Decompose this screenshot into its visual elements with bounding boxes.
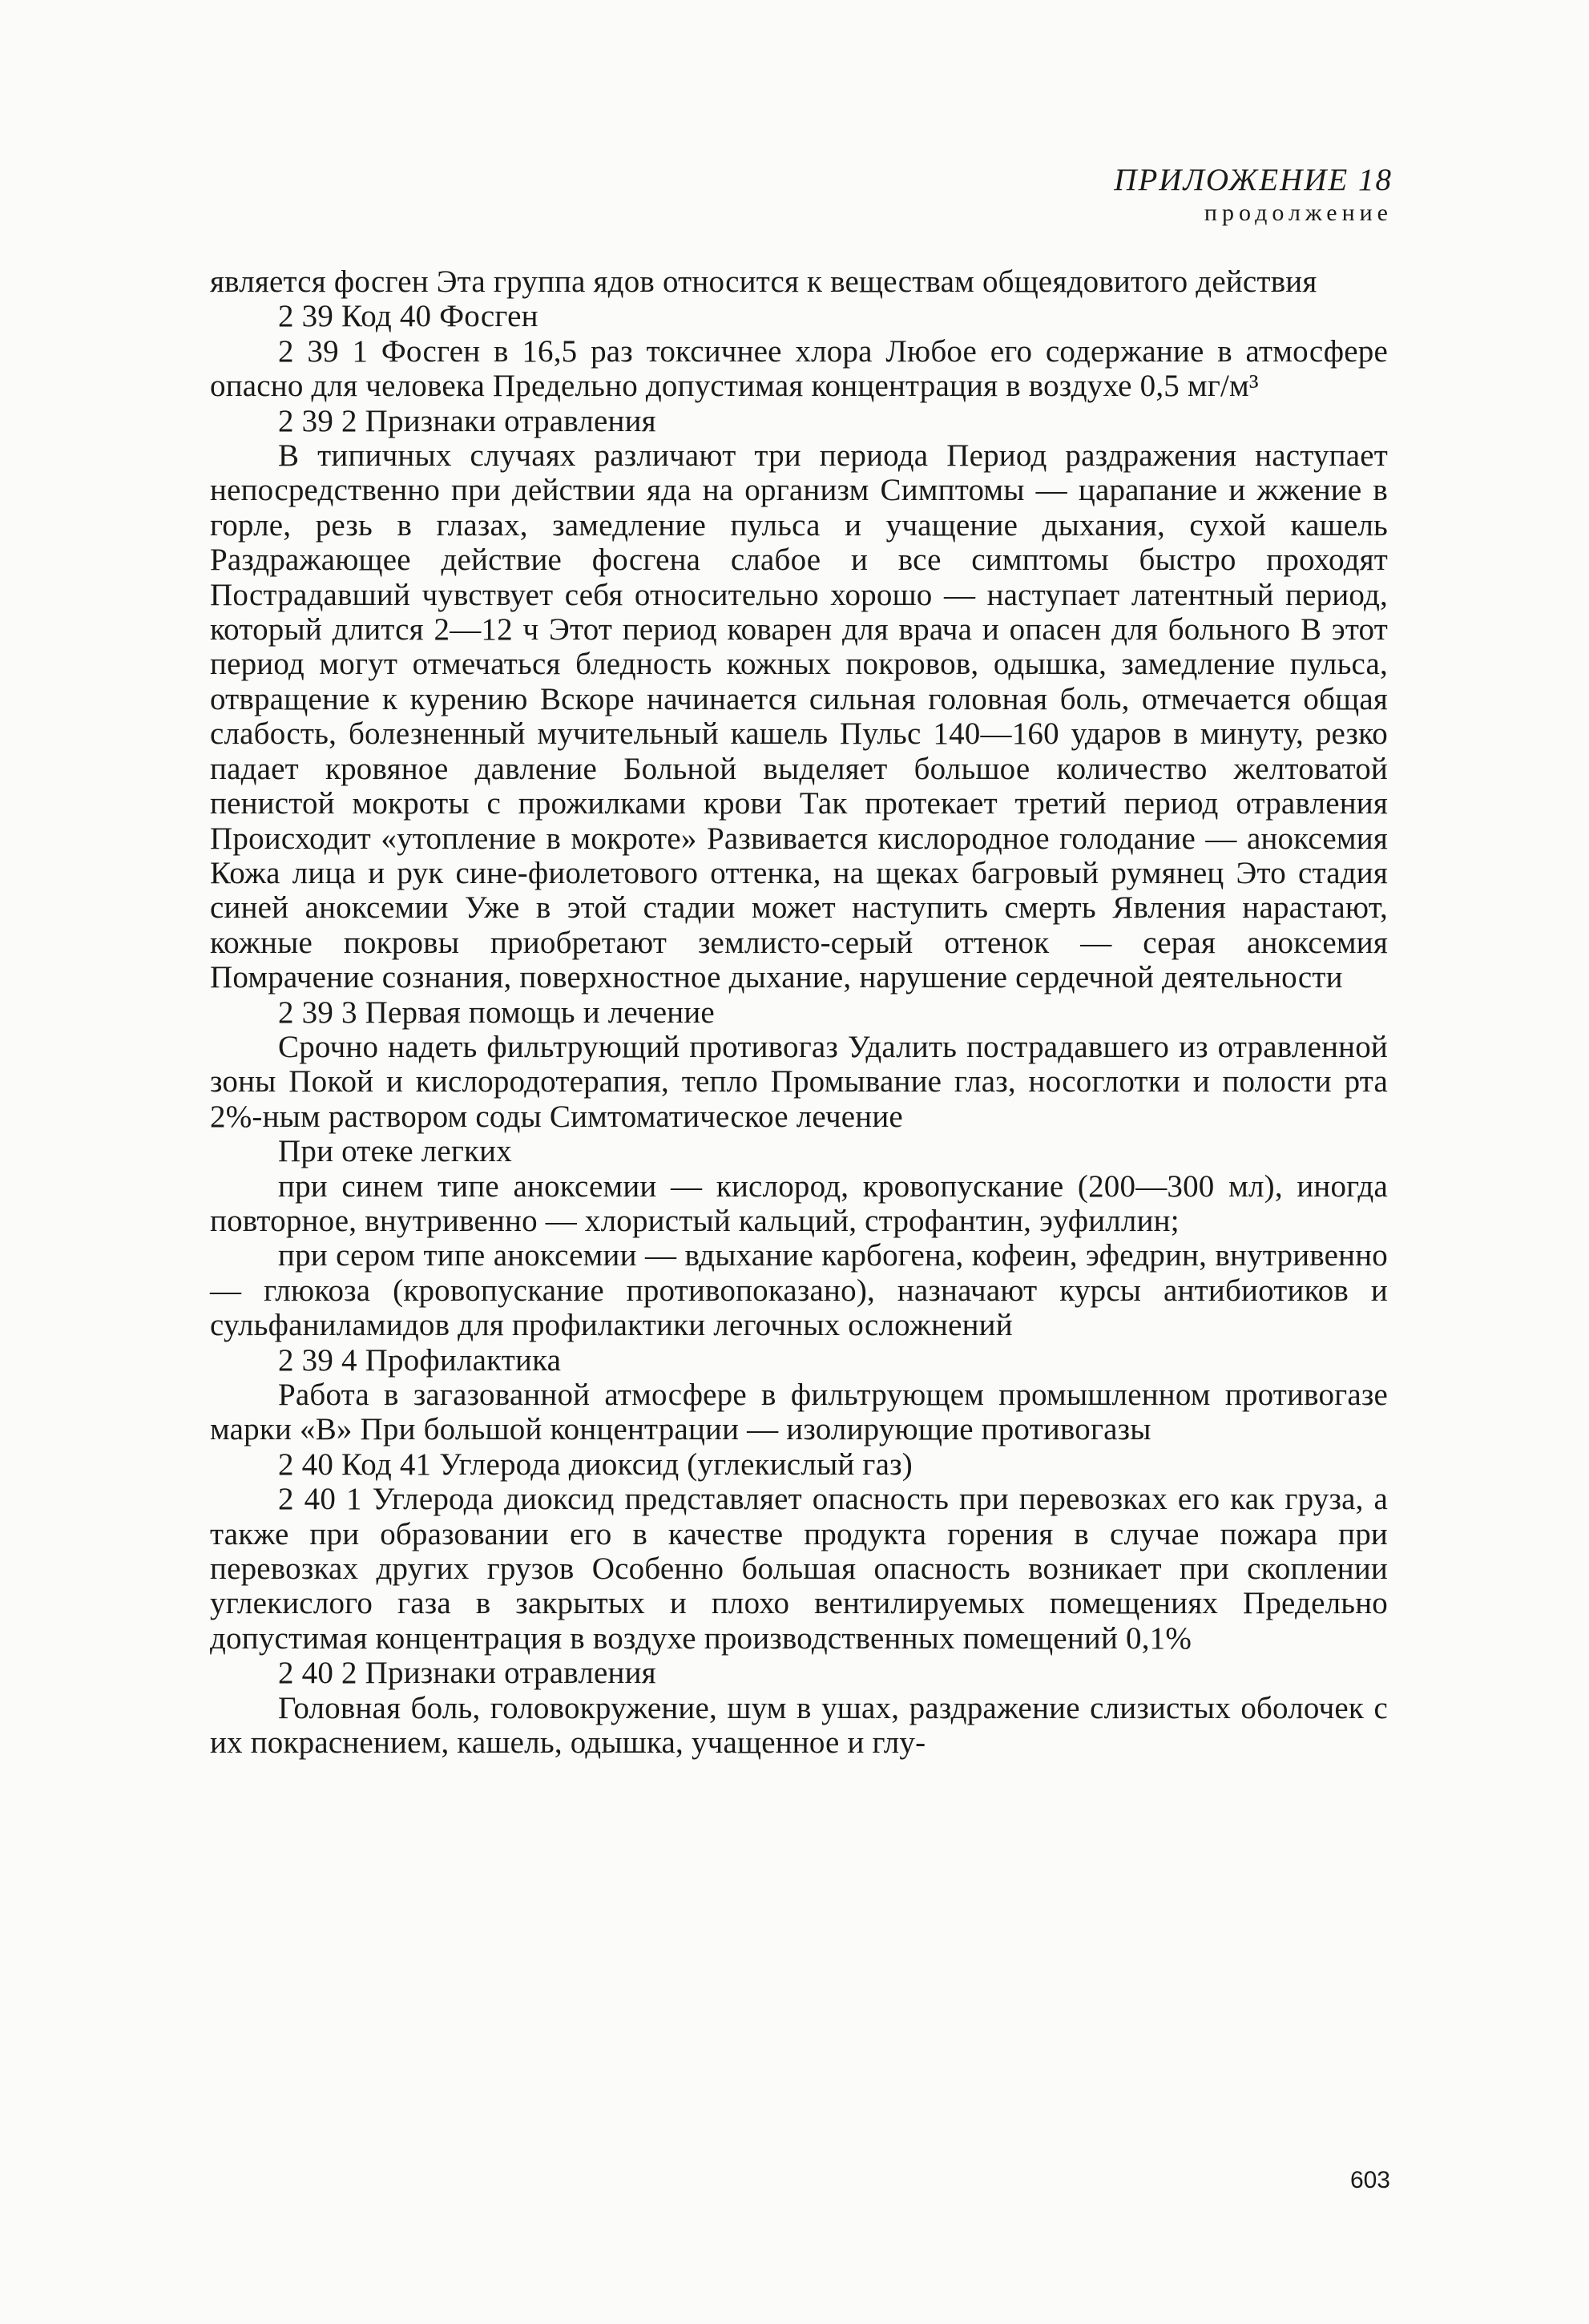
continued-label: продолжение (1204, 199, 1393, 226)
paragraph: при синем типе аноксемии — кислород, кровопускание (200—300 мл), иногда повторное, внутривенно — хлористый кальций, строфантин, эуфиллин; (210, 1168, 1388, 1238)
paragraph: Головная боль, головокружение, шум в ушах, раздражение слизистых оболочек с их покраснением, кашель, одышка, учащенное и глу- (210, 1690, 1388, 1761)
paragraph: 2 39 1 Фосген в 16,5 раз токсичнее хлора Любое его содержание в атмосфере опасно для человека Предельно допустимая концентрация в воздухе 0,5 мг/м³ (210, 333, 1388, 404)
paragraph: 2 40 1 Углерода диоксид представляет опасность при перевозках его как груза, а также при образовании его в качестве продукта горения в случае пожара при перевозках других грузов Особенно большая опасность возникает при скоплении углекислого газа в закрытых и плохо вентилируемых помещениях Предельно допустимая концентрация в воздухе производственных помещений 0,1% (210, 1482, 1388, 1656)
section-heading: 2 39 2 Признаки отравления (278, 403, 656, 438)
page-number: 603 (1349, 2167, 1390, 2193)
paragraph: В типичных случаях различают три периода Период раздражения наступает непосредственно при действии яда на организм Симптомы — царапание и жжение в горле, резь в глазах, замедление пульса и учащение дыхания, сухой кашель Раздражающее действие фосгена слабое и все симптомы быстро проходят Пострадавший чувствует себя относительно хорошо — наступает латентный период, который длится 2—12 ч Этот период коварен для врача и опасен для больного В этот период могут отмечаться бледность кожных покровов, одышка, замедление пульса, отвращение к курению Вскоре начинается сильная головная боль, отмечается общая слабость, болезненный мучительный кашель Пульс 140—160 ударов в минуту, резко падает кровяное давление Больной выделяет большое количество желтоватой пенистой мокроты с прожилками крови Так протекает третий период отравления Происходит «утопление в мокроте» Развивается кислородное голодание — аноксемия Кожа лица и рук сине-фиолетового оттенка, на щеках багровый румянец Это стадия синей аноксемии Уже в этой стадии может наступить смерть Явления нарастают, кожные покровы приобретают землисто-серый оттенок — серая аноксемия Помрачение сознания, поверхностное дыхание, нарушение сердечной деятельности (210, 438, 1388, 995)
paragraph: Работа в загазованной атмосфере в фильтрующем промышленном противогазе марки «В» При большой концентрации — изолирующие противогазы (210, 1378, 1388, 1447)
paragraph: Срочно надеть фильтрующий противогаз Удалить пострадавшего из отравленной зоны Покой и кислородотерапия, тепло Промывание глаз, носоглотки и полости рта 2%-ным раствором соды Симтоматическое лечение (210, 1029, 1388, 1134)
section-heading: 2 40 Код 41 Углерода диоксид (углекислый газ) (278, 1446, 913, 1482)
section-heading: 2 39 4 Профилактика (278, 1342, 562, 1378)
section-heading: 2 40 2 Признаки отравления (278, 1656, 656, 1691)
section-heading: 2 39 3 Первая помощь и лечение (278, 995, 715, 1030)
paragraph: При отеке легких (278, 1134, 512, 1169)
paragraph: является фосген Эта группа ядов относится к веществам общеядовитого действия (210, 264, 1317, 299)
paragraph: при сером типе аноксемии — вдыхание карбогена, кофеин, эфедрин, внутривенно — глюкоза (кровопускание противопоказано), назначают курсы антибиотиков и сульфаниламидов для профилактики легочных осложнений (210, 1238, 1388, 1343)
section-heading: 2 39 Код 40 Фосген (278, 299, 538, 334)
running-head (1114, 164, 1393, 225)
body-text (210, 264, 1388, 1760)
appendix-title: ПРИЛОЖЕНИЕ 18 (1114, 163, 1393, 197)
